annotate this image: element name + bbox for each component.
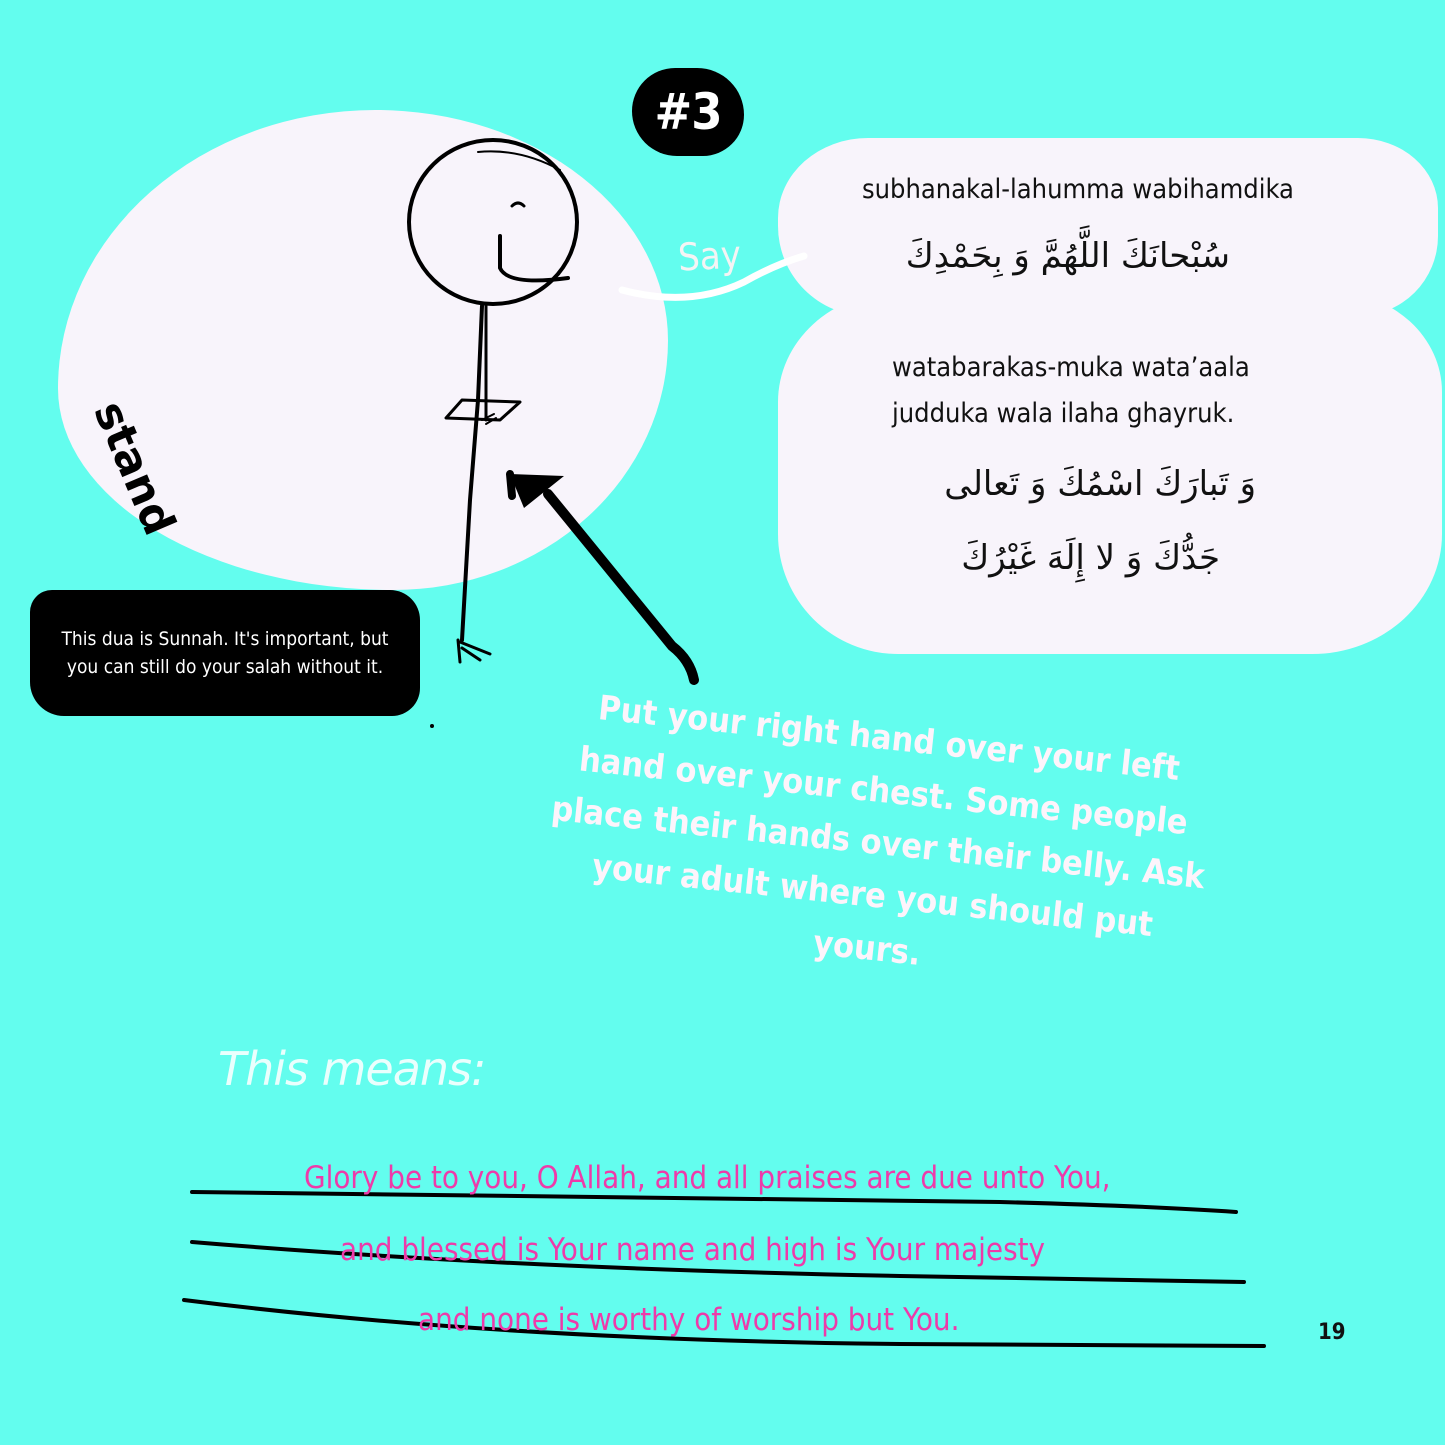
sunnah-note (30, 590, 420, 716)
hand-placement-instructions: Put your right hand over your left hand over your chest. Some people place their hands over their belly. Ask your adult where you should put yours. (549, 688, 1207, 974)
page-number: 19 (1318, 1320, 1346, 1345)
dua-line1-transliteration: subhanakal-lahumma wabihamdika (862, 174, 1294, 205)
dua-line2-transliteration-a: watabarakas-muka wata’aala (892, 352, 1250, 383)
sunnah-note-text: This dua is Sunnah. It's important, but you can still do your salah without it. (61, 627, 389, 678)
dua-line1-arabic: سُبْحانَكَ اللَّهُمَّ وَ بِحَمْدِكَ (905, 236, 1230, 276)
arrow-pointer-icon (510, 474, 694, 680)
dua-line2-transliteration-b: judduka wala ilaha ghayruk. (892, 398, 1235, 429)
dua-line2-arabic-a: وَ تَبارَكَ اسْمُكَ وَ تَعالى (944, 464, 1256, 504)
meaning-line-3: and none is worthy of worship but You. (418, 1302, 960, 1338)
step-badge: #3 (632, 68, 744, 156)
dua-line2-arabic-b: جَدُّكَ وَ لا إِلَهَ غَيْرُكَ (961, 538, 1220, 578)
meaning-line-2: and blessed is Your name and high is Your majesty (340, 1232, 1046, 1268)
stand-label: stand (83, 393, 185, 543)
meaning-line-1: Glory be to you, O Allah, and all praises are due unto You, (304, 1160, 1111, 1196)
this-means-heading: This means: (218, 1042, 486, 1096)
say-label: Say (676, 232, 742, 280)
